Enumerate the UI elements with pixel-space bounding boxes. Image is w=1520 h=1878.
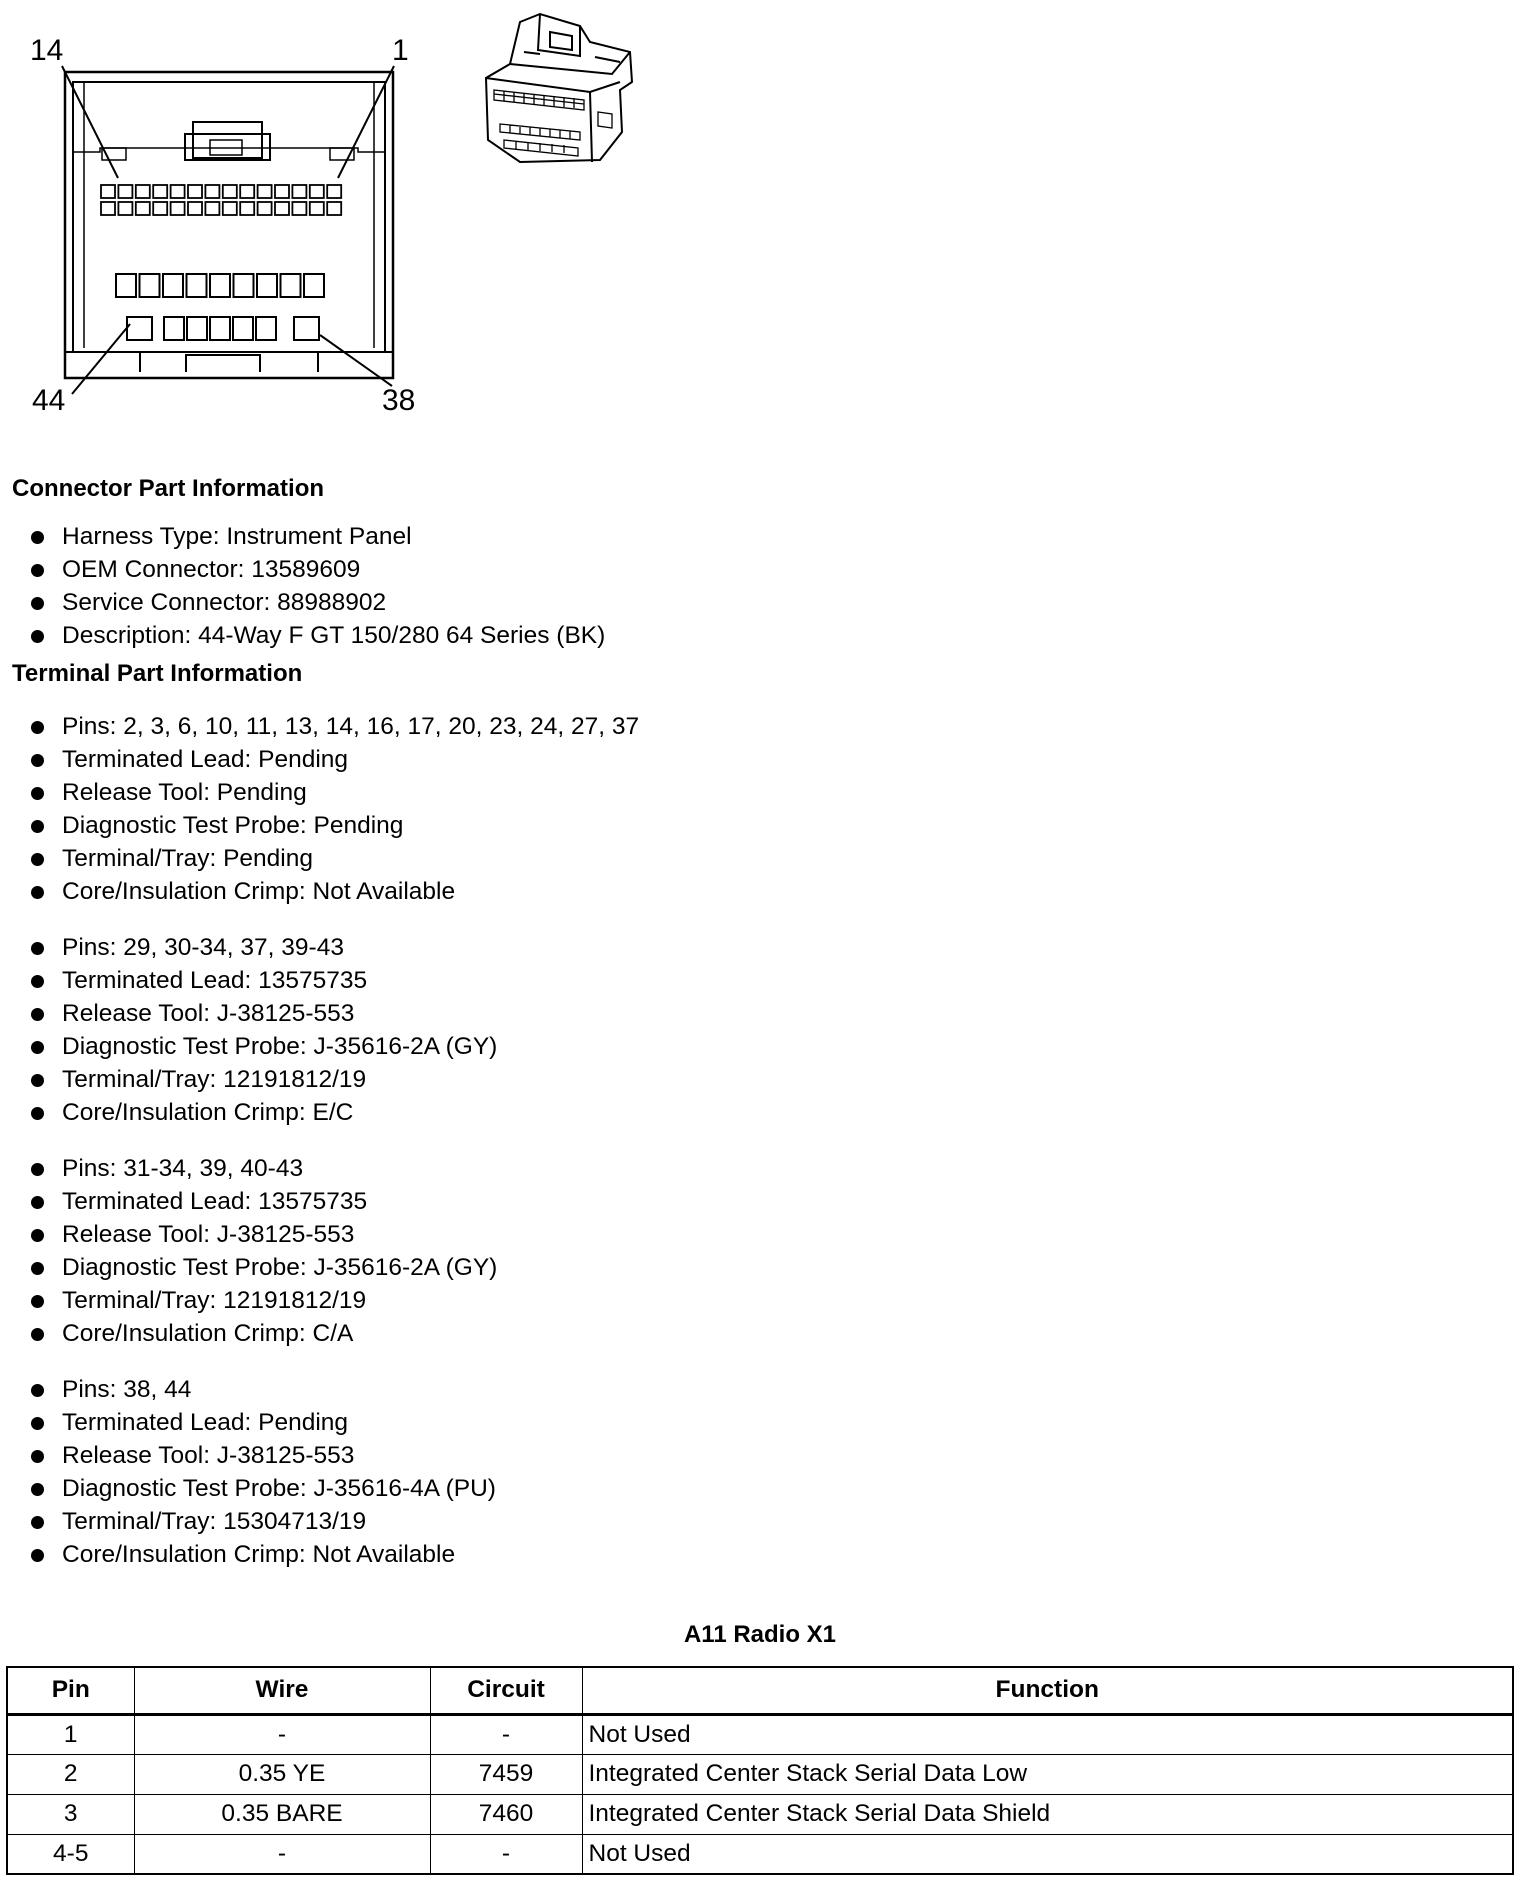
pin-cavity [310, 202, 324, 215]
pin-cavity [256, 317, 276, 340]
connector-part-list [12, 520, 1412, 652]
pin-cavity [234, 274, 254, 297]
bullet-icon [31, 1295, 44, 1308]
cell-circuit: - [430, 1714, 582, 1754]
list-item: Core/Insulation Crimp: C/A [12, 1317, 1412, 1350]
cell-pin: 3 [7, 1794, 134, 1834]
bullet-icon [31, 597, 44, 610]
cell-function: Integrated Center Stack Serial Data Shield [582, 1794, 1513, 1834]
pin-cavity [240, 202, 254, 215]
bullet-icon [31, 1074, 44, 1087]
pin-cavity [233, 317, 253, 340]
pin-cavity [257, 274, 277, 297]
pin-cavity [164, 317, 184, 340]
bullet-icon [31, 1384, 44, 1397]
pin-row-top [101, 185, 341, 215]
list-item: Diagnostic Test Probe: J-35616-2A (GY) [12, 1030, 1412, 1063]
list-item: Terminated Lead: 13575735 [12, 964, 1412, 997]
table-row [7, 1754, 1513, 1794]
table-header-row [7, 1667, 1513, 1714]
column-header-pin: Pin [7, 1667, 134, 1714]
bullet-icon [31, 1450, 44, 1463]
part-information [12, 474, 1412, 1571]
pin-cavity [327, 202, 341, 215]
pin-cavity [163, 274, 183, 297]
terminal-group-4 [12, 1373, 1412, 1571]
pin-cavity [101, 185, 115, 198]
connector-diagram [0, 0, 680, 440]
pin-cavity [118, 202, 132, 215]
terminal-group-1 [12, 710, 1412, 908]
pin-cavity [210, 317, 230, 340]
cell-pin: 1 [7, 1714, 134, 1754]
pin-cavity [116, 274, 136, 297]
pin-cavity [153, 185, 167, 198]
bullet-icon [31, 1549, 44, 1562]
list-item: Terminal/Tray: 12191812/19 [12, 1063, 1412, 1096]
list-item: Release Tool: J-38125-553 [12, 997, 1412, 1030]
pin-label-44: 44 [32, 384, 66, 417]
cell-circuit: - [430, 1834, 582, 1874]
pin-cavity [187, 274, 207, 297]
cell-wire: 0.35 BARE [134, 1794, 430, 1834]
list-item: Core/Insulation Crimp: Not Available [12, 875, 1412, 908]
pin-cavity [294, 317, 319, 340]
pin-row-middle [116, 274, 324, 297]
cell-circuit: 7460 [430, 1794, 582, 1834]
list-item: Terminal/Tray: Pending [12, 842, 1412, 875]
list-item: Terminal/Tray: 15304713/19 [12, 1505, 1412, 1538]
list-item: Diagnostic Test Probe: J-35616-4A (PU) [12, 1472, 1412, 1505]
terminal-part-heading: Terminal Part Information [12, 660, 303, 687]
list-item: OEM Connector: 13589609 [12, 553, 1412, 586]
table-row [7, 1794, 1513, 1834]
bullet-icon [31, 754, 44, 767]
bullet-icon [31, 975, 44, 988]
column-header-wire: Wire [134, 1667, 430, 1714]
bullet-icon [31, 1483, 44, 1496]
bullet-icon [31, 886, 44, 899]
bullet-icon [31, 630, 44, 643]
pin-cavity [240, 185, 254, 198]
list-item: Core/Insulation Crimp: E/C [12, 1096, 1412, 1129]
pin-label-38: 38 [382, 384, 416, 417]
bullet-icon [31, 721, 44, 734]
pin-cavity [327, 185, 341, 198]
list-item: Pins: 31-34, 39, 40-43 [12, 1152, 1412, 1185]
pin-cavity [292, 185, 306, 198]
list-item: Service Connector: 88988902 [12, 586, 1412, 619]
pin-cavity [258, 202, 272, 215]
pin-cavity [275, 202, 289, 215]
bullet-icon [31, 1516, 44, 1529]
bullet-icon [31, 1262, 44, 1275]
cell-pin: 2 [7, 1754, 134, 1794]
pin-cavity [223, 202, 237, 215]
list-item: Diagnostic Test Probe: J-35616-2A (GY) [12, 1251, 1412, 1284]
bullet-icon [31, 531, 44, 544]
bullet-icon [31, 1196, 44, 1209]
pin-cavity [281, 274, 301, 297]
list-item: Harness Type: Instrument Panel [12, 520, 1412, 553]
connector-3d-view-icon [486, 14, 632, 162]
pin-cavity [118, 185, 132, 198]
pin-cavity [136, 202, 150, 215]
pin-cavity [140, 274, 160, 297]
bullet-icon [31, 1229, 44, 1242]
pin-cavity [153, 202, 167, 215]
bullet-icon [31, 787, 44, 800]
cell-function: Integrated Center Stack Serial Data Low [582, 1754, 1513, 1794]
list-item: Release Tool: J-38125-553 [12, 1218, 1412, 1251]
pin-cavity [171, 202, 185, 215]
bullet-icon [31, 1417, 44, 1430]
bullet-icon [31, 1041, 44, 1054]
bullet-icon [31, 1163, 44, 1176]
pin-cavity [136, 185, 150, 198]
pin-cavity [210, 274, 230, 297]
list-item: Description: 44-Way F GT 150/280 64 Series (BK) [12, 619, 1412, 652]
pin-cavity [310, 185, 324, 198]
cell-wire: 0.35 YE [134, 1754, 430, 1794]
pin-cavity [223, 185, 237, 198]
pin-table [6, 1666, 1514, 1875]
bullet-icon [31, 1328, 44, 1341]
pin-cavity [188, 202, 202, 215]
pin-cavity [171, 185, 185, 198]
pin-label-14: 14 [30, 34, 64, 67]
list-item: Terminated Lead: Pending [12, 1406, 1412, 1439]
cell-wire: - [134, 1834, 430, 1874]
pin-cavity [188, 185, 202, 198]
list-item: Pins: 38, 44 [12, 1373, 1412, 1406]
pin-cavity [205, 202, 219, 215]
cell-circuit: 7459 [430, 1754, 582, 1794]
table-row [7, 1834, 1513, 1874]
pin-cavity [275, 185, 289, 198]
pin-cavity [205, 185, 219, 198]
pin-cavity [101, 202, 115, 215]
pin-cavity [304, 274, 324, 297]
list-item: Diagnostic Test Probe: Pending [12, 809, 1412, 842]
connector-part-heading: Connector Part Information [12, 475, 325, 502]
bullet-icon [31, 942, 44, 955]
pin-row-bottom [127, 317, 319, 340]
table-title: A11 Radio X1 [683, 1621, 837, 1648]
cell-function: Not Used [582, 1834, 1513, 1874]
cell-function: Not Used [582, 1714, 1513, 1754]
terminal-group-3 [12, 1152, 1412, 1350]
list-item: Release Tool: Pending [12, 776, 1412, 809]
bullet-icon [31, 1107, 44, 1120]
bullet-icon [31, 853, 44, 866]
list-item: Release Tool: J-38125-553 [12, 1439, 1412, 1472]
pin-cavity [127, 317, 152, 340]
pin-label-1: 1 [392, 34, 409, 67]
cell-wire: - [134, 1714, 430, 1754]
bullet-icon [31, 1008, 44, 1021]
list-item: Terminated Lead: Pending [12, 743, 1412, 776]
terminal-group-2 [12, 931, 1412, 1129]
column-header-function: Function [582, 1667, 1513, 1714]
pin-cavity [187, 317, 207, 340]
pin-cavity [258, 185, 272, 198]
list-item: Pins: 29, 30-34, 37, 39-43 [12, 931, 1412, 964]
table-row [7, 1714, 1513, 1754]
list-item: Terminated Lead: 13575735 [12, 1185, 1412, 1218]
list-item: Terminal/Tray: 12191812/19 [12, 1284, 1412, 1317]
cell-pin: 4-5 [7, 1834, 134, 1874]
pin-cavity [292, 202, 306, 215]
list-item: Pins: 2, 3, 6, 10, 11, 13, 14, 16, 17, 20, 23, 24, 27, 37 [12, 710, 1412, 743]
list-item: Core/Insulation Crimp: Not Available [12, 1538, 1412, 1571]
column-header-circuit: Circuit [430, 1667, 582, 1714]
bullet-icon [31, 820, 44, 833]
bullet-icon [31, 564, 44, 577]
